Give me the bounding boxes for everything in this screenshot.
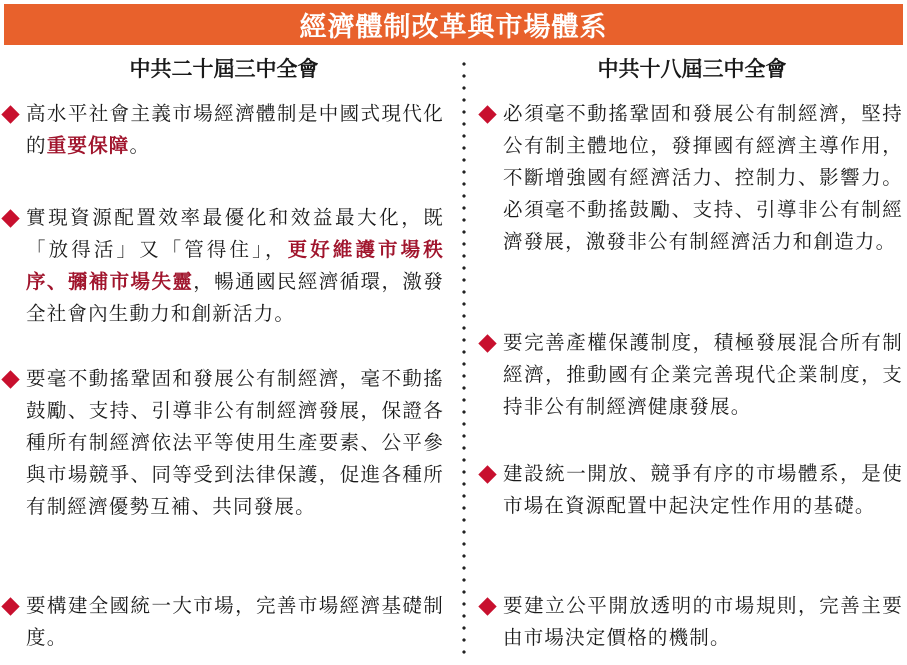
left-item-4-text: 要構建全國統一大市場，完善市場經濟基礎制度。 xyxy=(26,594,444,649)
column-divider xyxy=(462,58,466,658)
right-item-1-text: 必須毫不動搖鞏固和發展公有制經濟，堅持公有制主體地位，發揮國有經濟主導作用，不斷增強國有經濟活力、控制力、影響力。必須毫不動搖鼓勵、支持、引導非公有制經濟發展，激發非公有制經濟活力和創造力。 xyxy=(503,102,903,253)
right-column-heading: 中共十八屆三中全會 xyxy=(597,57,787,81)
left-item-1 xyxy=(4,98,444,162)
left-item-2-highlight: 更好維護市場秩序、彌補市場失靈 xyxy=(26,238,444,293)
right-column xyxy=(481,52,903,649)
left-item-1-text: 高水平社會主義市場經濟體制是中國式現代化的 xyxy=(26,102,444,157)
left-item-1-highlight: 重要保障 xyxy=(46,134,130,157)
diamond-bullet-icon xyxy=(1,370,19,388)
left-item-4 xyxy=(4,590,444,654)
diamond-bullet-icon xyxy=(478,597,496,615)
diamond-bullet-icon xyxy=(478,334,496,352)
left-item-3 xyxy=(4,363,444,523)
right-item-2-text: 要完善產權保護制度，積極發展混合所有制經濟，推動國有企業完善現代企業制度，支持非公有制經濟健康發展。 xyxy=(503,331,903,418)
left-item-2-text: 實現資源配置效率最優化和效益最大化，既「放得活」又「管得住」， xyxy=(26,206,444,261)
diamond-bullet-icon xyxy=(1,597,19,615)
right-item-3-text: 建設統一開放、競爭有序的市場體系，是使市場在資源配置中起決定性作用的基礎。 xyxy=(503,462,903,517)
right-item-3 xyxy=(481,458,903,522)
right-item-2 xyxy=(481,327,903,423)
left-item-2 xyxy=(4,202,444,330)
left-item-2-tail: ，暢通國民經濟循環，激發全社會內生動力和創新活力。 xyxy=(26,270,444,325)
right-item-1 xyxy=(481,98,903,258)
diamond-bullet-icon xyxy=(1,209,19,227)
title-banner xyxy=(4,4,903,45)
left-column-heading: 中共二十屆三中全會 xyxy=(129,57,319,81)
right-item-4-text: 要建立公平開放透明的市場規則，完善主要由市場決定價格的機制。 xyxy=(503,594,903,649)
right-item-4 xyxy=(481,590,903,654)
left-item-1-tail: 。 xyxy=(129,134,151,157)
page-title: 經濟體制改革與市場體系 xyxy=(299,12,608,43)
left-item-3-text: 要毫不動搖鞏固和發展公有制經濟，毫不動搖鼓勵、支持、引導非公有制經濟發展，保證各種所有制經濟依法平等使用生產要素、公平參與市場競爭、同等受到法律保護，促進各種所有制經濟優勢互補、共同發展。 xyxy=(26,367,444,518)
diamond-bullet-icon xyxy=(1,105,19,123)
diamond-bullet-icon xyxy=(478,465,496,483)
diamond-bullet-icon xyxy=(478,105,496,123)
left-column xyxy=(4,52,444,649)
